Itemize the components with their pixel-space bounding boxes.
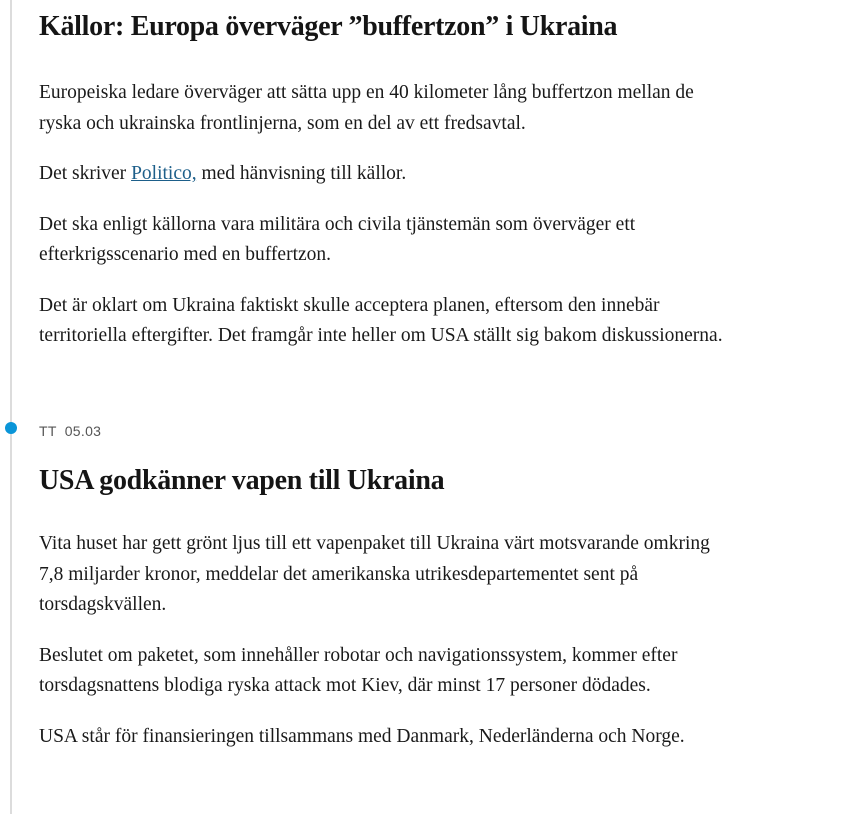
post-title: USA godkänner vapen till Ukraina [39,465,445,496]
live-post-weapons [39,423,739,772]
post-paragraph: Vita huset har gett grönt ljus till ett vapenpaket till Ukraina värt motsvarande omkring 7,8 miljarder kronor, meddelar det amerikanska utrikesdepartementet sent på torsdagskvällen. [39,533,710,615]
post-paragraph: Det ska enligt källorna vara militära och civila tjänstemän som överväger ett efterkrigsscenario med en buffertzon. [39,213,636,265]
post-paragraph: Det är oklart om Ukraina faktiskt skulle acceptera planen, eftersom den innebär territoriella eftergifter. Det framgår inte heller om USA ställt sig bakom diskussionerna. [39,294,723,346]
text: med hänvisning till källor. [196,163,407,184]
post-paragraph [39,159,739,190]
post-meta [39,423,739,439]
politico-link[interactable]: Politico, [131,163,197,184]
post-time: 05.03 [64,423,102,439]
post-source: TT [39,423,57,439]
text: Det skriver [39,163,132,184]
live-post-buffer-zone [39,10,739,372]
post-paragraph: USA står för finansieringen tillsammans med Danmark, Nederländerna och Norge. [39,725,685,747]
post-paragraph: Europeiska ledare överväger att sätta upp en 40 kilometer lång buffertzon mellan de ryska och ukrainska frontlinjerna, som en del av ett fredsavtal. [39,82,694,134]
post-paragraph: Beslutet om paketet, som innehåller robotar och navigationssystem, kommer efter torsdagsnattens blodiga ryska attack mot Kiev, där minst 17 personer dödades. [39,644,678,696]
timeline-line [10,0,12,814]
timeline-dot-icon [5,422,17,434]
post-title: Källor: Europa överväger ”buffertzon” i Ukraina [39,11,618,42]
